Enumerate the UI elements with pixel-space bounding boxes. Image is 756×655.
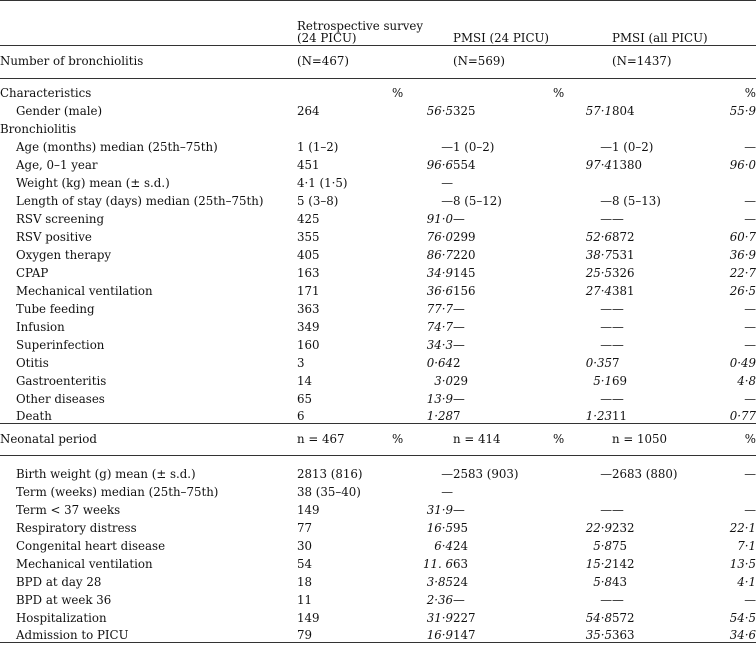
retrospective-count: 18 [297,574,313,589]
pmsiall-pct [712,481,756,499]
pmsi24-count: 8 (5–12) [453,193,502,208]
pmsi24-pct: 25·5 [585,265,612,280]
pmsiall-count: — [612,301,624,316]
row-label: Death [16,409,52,424]
retrospective-count: 4·1 (1·5) [297,175,348,190]
table-row [0,553,756,571]
retrospective-count: 349 [297,319,320,334]
row-label: Superinfection [16,337,105,352]
pmsi24-pct [553,172,612,190]
row-label: Term (weeks) median (25th–75th) [16,484,219,499]
pmsi24-count: — [453,502,465,517]
n-retrospective: (N=467) [297,46,453,79]
row-label: Hospitalization [16,610,107,625]
retrospective-pct: 2·36 [426,592,453,607]
pmsiall-pct: 7·1 [737,538,756,553]
pmsiall-count: 872 [612,229,635,244]
retrospective-count: 3 [297,355,305,370]
row-label: Tube feeding [16,301,95,316]
table-row [0,406,756,424]
pmsi24-count: 554 [453,157,476,172]
pmsi24-pct: 22·9 [585,520,612,535]
row-label: Mechanical ventilation [16,556,153,571]
pmsiall-pct: — [744,301,756,316]
pmsiall-count: — [612,592,624,607]
retrospective-pct: 77·7 [426,301,453,316]
neonatal-n-pmsi-24: n = 414 [453,424,553,456]
row-label: Oxygen therapy [16,247,112,262]
pmsi24-pct: — [600,211,612,226]
pct-header: % [553,79,612,100]
row-label: Weight (kg) mean (± s.d.) [16,175,170,190]
retrospective-count: 363 [297,301,320,316]
characteristics-title: Characteristics [0,79,297,100]
retrospective-pct: 31·9 [426,610,453,625]
pmsi24-count: 325 [453,103,476,118]
pmsiall-pct: 26·5 [729,283,756,298]
pmsiall-pct: 4·1 [737,574,756,589]
pmsiall-pct: 36·9 [729,247,756,262]
pmsiall-pct: 22·1 [729,520,756,535]
pmsi24-count: — [453,211,465,226]
table-row [0,154,756,172]
pmsi24-pct: — [600,502,612,517]
pmsi24-pct: 5·1 [593,373,612,388]
retrospective-count: 405 [297,247,320,262]
retrospective-count: 38 (35–40) [297,484,361,499]
retrospective-pct: 3·85 [426,574,453,589]
row-label: Otitis [16,355,49,370]
pmsi24-count: 95 [453,520,469,535]
pmsiall-pct: — [744,391,756,406]
row-label: BPD at week 36 [16,592,112,607]
row-label: Mechanical ventilation [16,283,153,298]
pmsiall-pct: — [744,319,756,334]
pmsi24-pct: — [600,301,612,316]
table-row [0,316,756,334]
table-row [0,352,756,370]
pmsi24-count: 29 [453,373,469,388]
pmsiall-pct: 4·8 [737,373,756,388]
pmsiall-count: 8 (5–13) [612,193,661,208]
retrospective-pct: 56·5 [426,103,453,118]
row-label: BPD at day 28 [16,574,102,589]
table-row [0,607,756,625]
pmsiall-pct [712,172,756,190]
retrospective-count: 54 [297,556,313,571]
pmsiall-count: 363 [612,625,712,643]
pmsi24-pct: 38·7 [585,247,612,262]
pct-header: % [712,424,756,456]
pmsi24-pct: — [600,337,612,352]
pmsiall-count: 804 [612,103,635,118]
n-pmsi-all: (N=1437) [612,46,756,79]
pmsi24-count: 145 [453,265,476,280]
pmsiall-count: 232 [612,520,635,535]
pmsi24-pct: 5·8 [593,574,612,589]
pmsiall-count: — [612,211,624,226]
pmsiall-count: — [612,337,624,352]
retrospective-count: 1 (1–2) [297,139,339,154]
pmsi24-pct: — [600,391,612,406]
row-label: Length of stay (days) median (25th–75th) [16,193,264,208]
row-label: Gastroenteritis [16,373,107,388]
pmsiall-count: 7 [612,355,620,370]
retrospective-pct: — [441,175,453,190]
pmsiall-pct: 96·0 [729,157,756,172]
col-header-pmsi-all: PMSI (all PICU) [612,31,708,46]
pmsiall-count: 43 [612,574,628,589]
pmsi24-count: — [453,301,465,316]
pmsiall-count: 1380 [612,157,643,172]
pmsiall-count: 326 [612,265,635,280]
retrospective-count: 425 [297,211,320,226]
row-label: RSV positive [16,229,92,244]
retrospective-pct: — [441,484,453,499]
retrospective-count: 5 (3–8) [297,193,339,208]
pmsiall-pct: — [744,592,756,607]
retrospective-pct: 34·9 [426,265,453,280]
pmsiall-count: 75 [612,538,628,553]
pmsiall-pct: 13·5 [729,556,756,571]
row-label: Other diseases [16,391,105,406]
pmsi24-count [453,172,553,190]
neonatal-n-retrospective: n = 467 [297,424,392,456]
bronchiolitis-title: Bronchiolitis [0,121,77,136]
table-row [0,388,756,406]
pmsi24-count: — [453,319,465,334]
table-row [0,370,756,388]
table-row [0,589,756,607]
pmsi24-count: 63 [453,556,469,571]
retrospective-pct: 34·3 [426,337,453,352]
col-header-retrospective [297,1,453,46]
pmsi24-count: 24 [453,538,469,553]
retrospective-count: 451 [297,157,320,172]
pmsi24-count: — [453,391,465,406]
retrospective-count: 11 [297,592,313,607]
pmsi24-pct: — [600,319,612,334]
pmsi24-pct: — [600,592,612,607]
pct-header: % [553,424,612,456]
pmsiall-count: 531 [612,247,635,262]
pmsiall-count: 2683 (880) [612,466,678,481]
table-row [0,190,756,208]
pmsiall-count: 11 [612,409,628,424]
row-label: Gender (male) [16,103,103,118]
bronchiolitis-title-row [0,118,756,136]
pmsi24-count [453,481,553,499]
header-title-row [0,1,756,46]
number-label: Number of bronchiolitis [0,46,297,79]
row-label: RSV screening [16,211,105,226]
pmsi24-count: 299 [453,229,476,244]
pmsiall-count: 69 [612,373,628,388]
pmsi24-pct: 52·6 [585,229,612,244]
retrospective-pct: 96·6 [426,157,453,172]
retrospective-pct: 16·9 [392,625,453,643]
pmsi24-count: 1 (0–2) [453,139,495,154]
row-label: CPAP [16,265,49,280]
neonatal-title: Neonatal period [0,424,297,456]
pmsiall-count: — [612,391,624,406]
table-row [0,262,756,280]
pmsi24-count: 227 [453,610,476,625]
retrospective-count: 77 [297,520,313,535]
pmsi24-pct: 54·8 [585,610,612,625]
pmsi24-pct: 0·35 [585,355,612,370]
pmsi24-count: 147 [453,625,553,643]
table-row [0,226,756,244]
pmsi24-count: 7 [453,409,461,424]
retrospective-pct: 36·6 [426,283,453,298]
pmsiall-count: — [612,502,624,517]
neonatal-n-pmsi-all: n = 1050 [612,424,712,456]
table-row [0,298,756,316]
table-row [0,571,756,589]
col-header-retrospective-line1: Retrospective survey [297,19,424,34]
pct-header: % [392,424,453,456]
pmsiall-pct: — [744,502,756,517]
pct-header: % [712,79,756,100]
pmsi24-pct: — [600,139,612,154]
pmsiall-count [612,172,712,190]
table-row [0,172,756,190]
characteristics-header-row [0,79,756,100]
retrospective-pct: 31·9 [426,502,453,517]
retrospective-pct: 16·5 [426,520,453,535]
pmsi24-count: 2 [453,355,461,370]
pmsiall-pct: 55·9 [729,103,756,118]
pmsi24-pct [553,481,612,499]
pmsiall-pct: 34·6 [712,625,756,643]
pmsi24-pct: 1·23 [585,409,612,424]
retrospective-pct: 1·28 [426,409,453,424]
pmsiall-pct: 0·77 [729,409,756,424]
table-row [0,456,756,481]
retrospective-count: 6 [297,409,305,424]
retrospective-pct: 86·7 [426,247,453,262]
pmsiall-pct: 54·5 [729,610,756,625]
retrospective-pct: 0·64 [426,355,453,370]
retrospective-count: 65 [297,391,313,406]
retrospective-pct: 6·4 [434,538,453,553]
retrospective-pct: 11. 6 [422,556,453,571]
retrospective-pct: — [441,139,453,154]
pmsi24-count: 156 [453,283,476,298]
retrospective-count: 2813 (816) [297,466,363,481]
table-row [0,625,756,643]
pmsiall-pct: — [744,337,756,352]
table-row [0,208,756,226]
pmsiall-pct: 22·7 [729,265,756,280]
table-row [0,100,756,118]
retrospective-count: 163 [297,265,320,280]
pmsiall-pct: — [744,193,756,208]
n-pmsi-24: (N=569) [453,46,612,79]
table-row [0,244,756,262]
retrospective-count: 14 [297,373,313,388]
retrospective-pct: 91·0 [426,211,453,226]
pmsiall-pct: — [744,139,756,154]
col-header-retrospective-line2: (24 PICU) [297,31,357,46]
pmsiall-count: 381 [612,283,635,298]
pmsiall-pct: — [744,466,756,481]
pmsiall-count: 572 [612,610,635,625]
pmsi24-pct: 57·1 [585,103,612,118]
pmsiall-pct: 0·49 [729,355,756,370]
retrospective-pct: — [441,193,453,208]
retrospective-count: 355 [297,229,320,244]
table-row [0,280,756,298]
pct-header: % [392,79,453,100]
pmsiall-pct: 60·7 [729,229,756,244]
table-row [0,535,756,553]
retrospective-count: 149 [297,610,320,625]
pmsi24-count: 24 [453,574,469,589]
pmsiall-pct: — [744,211,756,226]
retrospective-count: 79 [297,625,392,643]
retrospective-pct: 76·0 [426,229,453,244]
pmsi24-pct: 5·8 [593,538,612,553]
row-label: Age (months) median (25th–75th) [16,139,218,154]
row-label: Congenital heart disease [16,538,166,553]
pmsi24-count: — [453,337,465,352]
row-label: Respiratory distress [16,520,137,535]
pmsi24-pct: — [600,193,612,208]
retrospective-pct: — [441,466,453,481]
pmsiall-count: 1 (0–2) [612,139,654,154]
retrospective-count: 149 [297,502,320,517]
retrospective-count: 160 [297,337,320,352]
table-row [0,334,756,352]
row-label: Admission to PICU [0,625,297,643]
pmsiall-count: — [612,319,624,334]
table-row [0,499,756,517]
pmsi24-pct: 27·4 [585,283,612,298]
pmsiall-count: 142 [612,556,635,571]
neonatal-header-row [0,424,756,456]
row-label: Age, 0–1 year [16,157,98,172]
retrospective-count: 171 [297,283,320,298]
pmsiall-count [612,481,712,499]
pmsi24-pct: — [600,466,612,481]
pmsi24-pct: 15·2 [585,556,612,571]
table-row [0,517,756,535]
retrospective-pct: 13·9 [426,391,453,406]
pmsi24-pct: 35·5 [553,625,612,643]
pmsi24-count: 2583 (903) [453,466,519,481]
retrospective-pct: 74·7 [426,319,453,334]
table-row [0,481,756,499]
retrospective-count: 30 [297,538,313,553]
retrospective-count: 264 [297,103,320,118]
pmsi24-count: — [453,592,465,607]
pmsi24-count: 220 [453,247,476,262]
header-n-row [0,46,756,79]
table-row [0,136,756,154]
row-label: Infusion [16,319,65,334]
row-label: Birth weight (g) mean (± s.d.) [16,466,196,481]
pmsi24-pct: 97·4 [585,157,612,172]
col-header-pmsi-24: PMSI (24 PICU) [453,31,550,46]
row-label: Term < 37 weeks [16,502,121,517]
retrospective-pct: 3·0 [434,373,453,388]
